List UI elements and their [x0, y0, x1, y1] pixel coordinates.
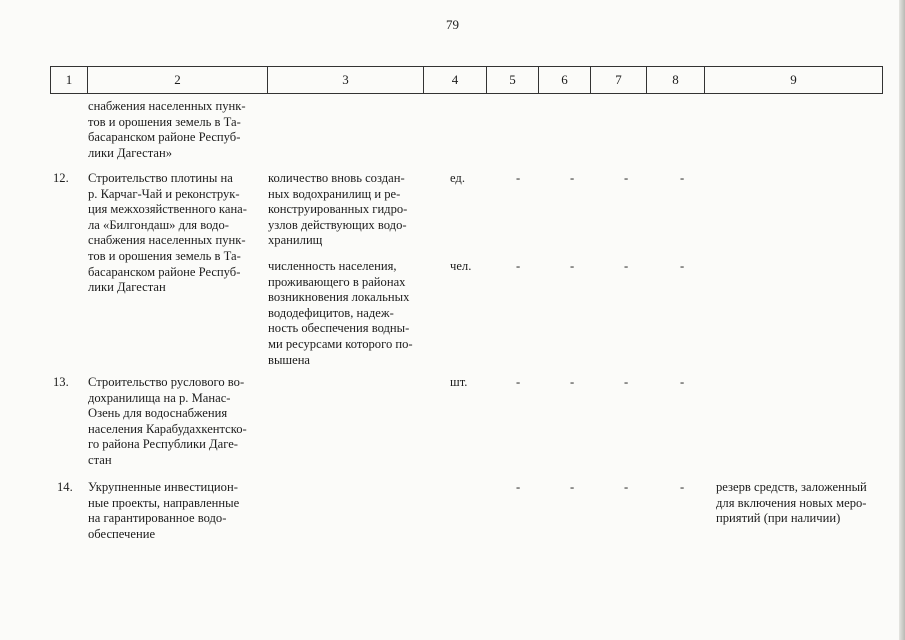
row-12-ind1-col7: -	[624, 171, 629, 185]
row-13-number: 13.	[53, 375, 69, 389]
row-12-indicator-1: количество вновь создан- ных водохранилищ и ре- конструированных гидро- узлов действующих водо- хранилищ	[268, 171, 408, 248]
column-header-7: 7	[591, 67, 647, 94]
column-header-6: 6	[539, 67, 591, 94]
column-header-4: 4	[424, 67, 487, 94]
row-12-ind1-col5: -	[516, 171, 521, 185]
column-header-9: 9	[705, 67, 883, 94]
row-12-ind2-col5: -	[516, 259, 521, 273]
row-14-col7: -	[624, 480, 629, 494]
column-header-8: 8	[647, 67, 705, 94]
row-12-indicator-2: численность населения, проживающего в районах возникновения локальных вододефицитов, надеж- ность обеспечения водны- ми ресурсами которого по- вышена	[268, 259, 413, 367]
row-12-ind2-col6: -	[570, 259, 575, 273]
row-12-ind1-col8: -	[680, 171, 685, 185]
row-13-unit: шт.	[450, 375, 468, 389]
row-12-name: Строительство плотины на р. Карчаг-Чай и реконструк- ция межхозяйственного кана- ла «Билгондаш» для водо- снабжения населенных пунк- тов и орошения земель в Та- басаранском районе Респуб- лики Дагестан	[88, 171, 247, 295]
row-13-name: Строительство руслового во- дохранилища на р. Манас- Озень для водоснабжения населения Карабудахкентско- го района Республики Даге- стан	[88, 375, 247, 467]
row-12-unit-1: ед.	[450, 171, 465, 185]
row-13-col7: -	[624, 375, 629, 389]
row-14-col6: -	[570, 480, 575, 494]
row-12-ind1-col6: -	[570, 171, 575, 185]
row-13-col6: -	[570, 375, 575, 389]
page-number: 79	[446, 17, 459, 32]
row-14-note: резерв средств, заложенный для включения новых меро- приятий (при наличии)	[716, 480, 867, 526]
row-13-col5: -	[516, 375, 521, 389]
row-14-name: Укрупненные инвестицион- ные проекты, направленные на гарантированное водо- обеспечение	[88, 480, 240, 541]
row-14-col8: -	[680, 480, 685, 494]
column-header-2: 2	[88, 67, 268, 94]
row-12-unit-2: чел.	[450, 259, 472, 273]
continuation-text: снабжения населенных пунк- тов и орошения земель в Та- басаранском районе Респуб- лики Дагестан»	[88, 99, 246, 160]
row-12-ind2-col8: -	[680, 259, 685, 273]
column-number-header	[50, 66, 883, 94]
row-14-col5: -	[516, 480, 521, 494]
scan-page-edge	[899, 0, 905, 640]
column-header-1: 1	[51, 67, 88, 94]
row-13-col8: -	[680, 375, 685, 389]
column-header-5: 5	[487, 67, 539, 94]
row-14-number: 14.	[57, 480, 73, 494]
row-12-ind2-col7: -	[624, 259, 629, 273]
row-12-number: 12.	[53, 171, 69, 185]
column-header-3: 3	[268, 67, 424, 94]
